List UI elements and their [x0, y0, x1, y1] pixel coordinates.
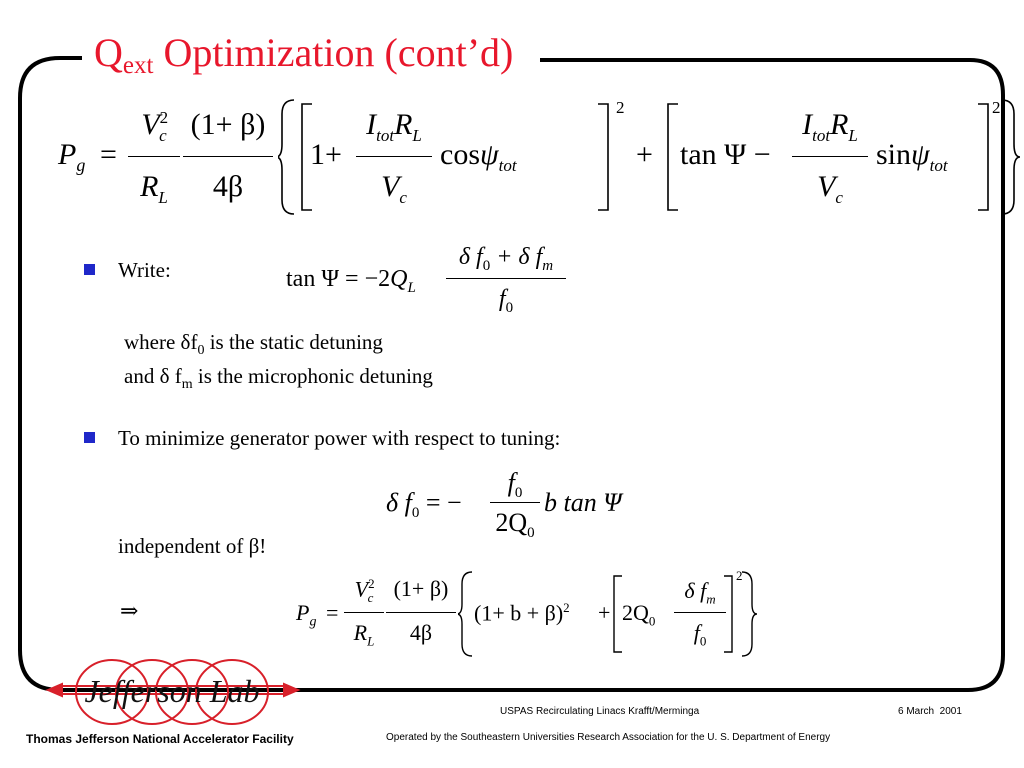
fraction-line-4 [792, 156, 868, 157]
logo-text: Jefferson Lab [84, 673, 260, 709]
fraction-line-2 [183, 156, 273, 157]
fraction-line [386, 612, 456, 613]
exponent-1: 2 [616, 98, 625, 117]
fraction-line [446, 278, 566, 279]
pg-final-equation: $P_g$ = $V^2_c$ $R_L$ (1+ β) 4β $(1+ b + \beta)^2$ + $2Q_0$ δ $f_m$ $f_0$ 2 [296, 568, 776, 660]
tan-psi-equation: $\tan \Psi = -2Q_L$ δ $f_0 + \delta$ $f_m$ $f_0$ [286, 244, 586, 320]
cos-psi: cosψ$_{tot}$ [440, 138, 517, 175]
tan-psi: tan Ψ − [680, 138, 771, 171]
independent-note: independent of β! [118, 534, 267, 558]
itot-rl-2: $I_{tot}R_L$ [802, 108, 858, 145]
static-detuning-note: where $\delta f_0$ is the static detuning [124, 330, 383, 359]
fraction-line [344, 612, 384, 613]
operated-by-label: Operated by the Southeastern Universities Research Association for the U. S. Department of Energy [386, 732, 831, 743]
one-plus-beta: (1+ β) [190, 108, 266, 141]
rl-denominator: $R_L$ [140, 170, 168, 207]
sin-psi: sinψ$_{tot}$ [876, 138, 948, 175]
main-right-brackets [978, 96, 1024, 218]
vc-2: $V_c$ [817, 170, 843, 207]
detuning-denominator: $f_0$ [498, 286, 514, 316]
detuning-numerator: δ $f_0 + \delta$ $f_m$ [458, 244, 554, 274]
date-label: 6 March 2001 [898, 706, 962, 717]
bullet-marker [84, 264, 95, 275]
equals-sign: = [100, 138, 117, 171]
fraction-line-1 [128, 156, 180, 157]
minimize-label: To minimize generator power with respect to tuning: [118, 426, 561, 450]
facility-name: Thomas Jefferson National Accelerator Facility [26, 732, 294, 746]
write-label: Write: [118, 258, 171, 282]
course-label: USPAS Recirculating Linacs Krafft/Merminga [500, 706, 700, 717]
delta-f0-equation: δ $f_0$ = − $f_0$ $2Q_0$ b tan Ψ [386, 468, 622, 542]
microphonic-detuning-note: and δ $f_m$ is the microphonic detuning [124, 364, 433, 393]
one-plus: 1+ [310, 138, 342, 171]
bullet-marker [84, 432, 95, 443]
jefferson-lab-logo [40, 650, 330, 740]
fraction-line [674, 612, 726, 613]
vc-1: $V_c$ [381, 170, 407, 207]
itot-rl-1: $I_{tot}R_L$ [366, 108, 422, 145]
fraction-line [490, 502, 540, 503]
implies-arrow: ⇒ [120, 598, 139, 623]
fraction-line-3 [356, 156, 432, 157]
four-beta: 4β [212, 170, 244, 203]
exponent-2: 2 [992, 98, 1001, 117]
vc-squared: $V^2_c$ [141, 108, 169, 145]
plus-sign: + [636, 138, 653, 171]
slide-title: $Q_{ext}$ Optimization (cont’d) [94, 30, 514, 79]
pg-symbol: $P_g$ [58, 138, 86, 175]
